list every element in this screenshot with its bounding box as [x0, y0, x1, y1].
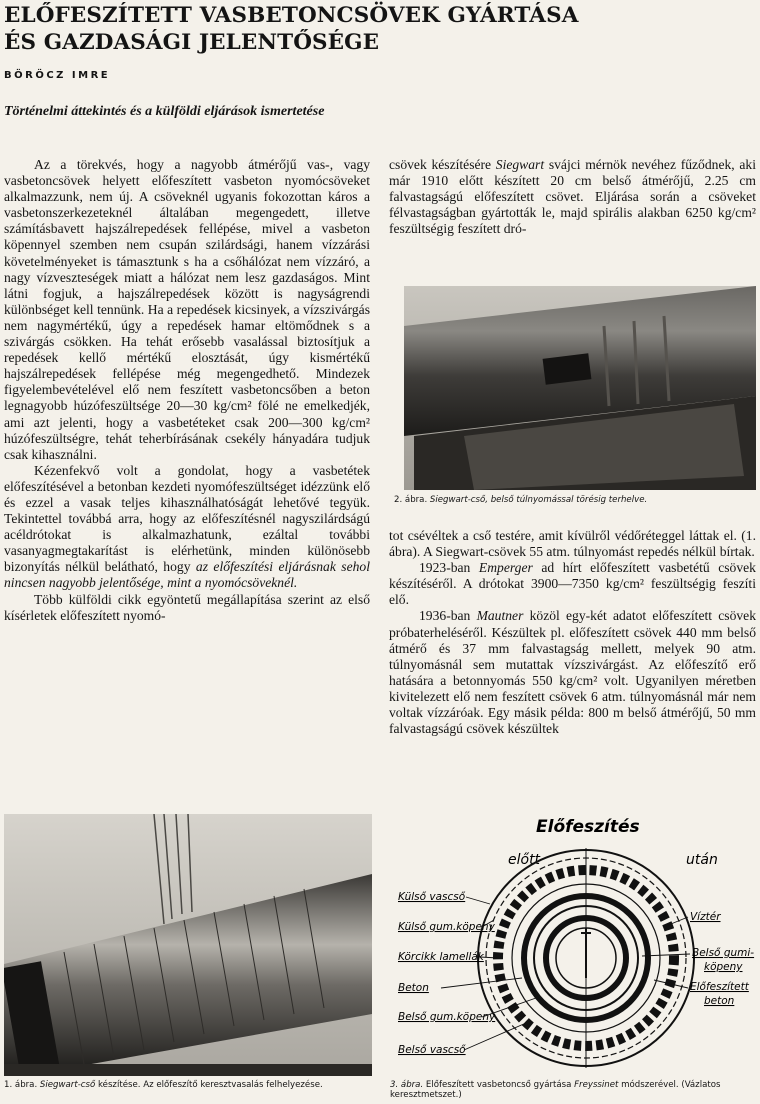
label-lamellae: Körcikk lamellák: [398, 951, 484, 963]
label-inner-rubber-r1: Belső gumi-: [692, 947, 755, 959]
caption-name: Siegwart-cső: [39, 1080, 96, 1090]
paragraph-text: 1923-ban: [419, 560, 471, 576]
left-column: [4, 157, 370, 624]
figure-2-photo: [404, 286, 756, 490]
label-prestressed-r2: beton: [704, 995, 735, 1007]
caption-text: készítése. Az előfeszítő keresztvasalás felhelyezése.: [98, 1080, 323, 1090]
right-labels: [690, 911, 754, 1007]
emphasis-text: az előfeszítési eljárásnak sehol nincsen nagyobb jelentősége, mint a nyomócsöveknél.: [4, 559, 370, 591]
label-concrete: Beton: [398, 982, 429, 994]
label-inner-rubber-r2: köpeny: [704, 961, 743, 973]
paragraph: [389, 157, 756, 237]
paragraph: [389, 560, 756, 608]
article-title: [4, 2, 756, 56]
caption-number: 1. ábra.: [4, 1080, 38, 1090]
paragraph: [4, 463, 370, 592]
caption-text: Előfeszített vasbetoncső gyártása: [425, 1080, 572, 1090]
person-name: Siegwart: [495, 157, 545, 172]
paragraph: tot csévéltek a cső testére, amit kívülről védőréteggel láttak el. (1. ábra). A Siegwart-csövek 55 atm. túlnyomást repedés nélkül bírtak.: [389, 528, 756, 560]
diagram-title: Előfeszítés: [536, 817, 640, 837]
label-inner-steel: Belső vascső: [398, 1044, 466, 1056]
label-outer-steel: Külső vascső: [398, 891, 466, 903]
left-labels: [398, 891, 496, 1056]
label-outer-rubber: Külső gum.köpeny: [398, 921, 495, 933]
figure-2-caption: [394, 495, 756, 505]
caption-number: 2. ábra.: [394, 495, 428, 505]
figure-3-caption: [390, 1080, 756, 1100]
pipe-winding-illustration: [4, 814, 372, 1076]
right-column-bottom: [389, 528, 756, 737]
paragraph-text: ad hírt előfeszített vasbetétű csövek készítéséről. A drótokat 3900—7350 kg/cm² feszültségig feszíti elő.: [389, 560, 756, 608]
paragraph: Több külföldi cikk egyöntetű megállapítása szerint az első kísérletek előfeszített nyomó-: [4, 591, 370, 623]
pipe-cross-section: [478, 848, 694, 1068]
caption-text: Siegwart-cső, belső túlnyomással törésig terhelve.: [429, 495, 648, 505]
label-prestressed-r1: Előfeszített: [690, 981, 749, 993]
cross-section-diagram: [386, 808, 756, 1078]
person-name: Emperger: [478, 560, 533, 576]
paragraph-text: Kézenfekvő volt a gondolat, hogy a vasbetétek előfeszítésével a betonban kezdeti nyomófeszültséget idézzünk elő és ezzel a vasak teljes kihasználhatóságát lehetővé tegyük. Tekintettel továbbá arra, hogy az előfeszítésnél nagyszilárdságú acéldrótokat is alkalmazhatunk, ezáltal további vasanyagmegtakarítást is elérhetünk, minden különösebb bizonyítás nélkül belátható, hogy: [4, 462, 370, 575]
person-name: Mautner: [476, 608, 524, 624]
paragraph: [389, 608, 756, 737]
caption-number: 3. ábra.: [390, 1080, 424, 1090]
figure-3-diagram: [386, 808, 756, 1078]
label-inner-rubber: Belső gum.köpeny: [398, 1011, 496, 1023]
paragraph-text: csövek készítésére: [389, 157, 492, 172]
paragraph-text: 1936-ban: [419, 608, 471, 624]
paragraph-text: közöl egy-két adatot előfeszített csövek próbaterheléséről. Készültek pl. előfeszített csövek 440 mm belső átmérő és 37 mm falvastagság mellett, melyek 90 atm. túlnyomásnál sem mutattak vízszivárgást. Az előfeszítő erő hatására a betonnyomás 550 kg/cm² volt. Ugyanilyen méretben kivitelezett elő nem feszített csövek 6 atm. túlnyomásnál már nem voltak vízzáróak. Egy másik példa: 800 m belső átmérőjű, 50 mm falvastagságú csövek készültek: [389, 608, 756, 737]
label-water-space: Víztér: [690, 911, 721, 923]
right-column-top: [389, 157, 756, 237]
paragraph-text: svájci mérnök nevéhez fűződnek, aki már 1910 előtt készített 20 cm belső átmérőjű, 2.25 cm falvastagságú előfeszített csövet. Eljárása során a csöveket félvastagságban gyártották le, majd spirális alakban 6250 kg/cm² feszültségig feszített dró-: [389, 157, 756, 237]
title-line-1: ELŐFESZÍTETT VASBETONCSÖVEK GYÁRTÁSA: [4, 3, 579, 28]
caption-text: módszerével. (Vázlatos keresztmetszet.): [390, 1080, 721, 1100]
figure-1-caption: [4, 1080, 372, 1090]
label-after: után: [686, 852, 718, 868]
author-name: BÖRÖCZ IMRE: [4, 70, 111, 81]
article-subtitle: Történelmi áttekintés és a külföldi eljárások ismertetése: [4, 104, 325, 119]
paragraph: Az a törekvés, hogy a nagyobb átmérőjű vas-, vagy vasbetoncsövek helyett előfeszített vasbeton nyomócsöveket alkalmazzunk, nem új. A csöveknél ugyanis fokozottan káros a vasbetonszerkezeteknél általában megengedett, illetve számításbavett hajszálrepedések fellépése, mivel a vasbeton köpennyel szemben nem csupán szilárdsági, hanem vízzárási követelményeket is támasztunk s ha a csőhálózat nem vízzáró, a nagy vízveszteségek miatt a hálózat nem lesz gazdaságos. Mint látni fogjuk, a hajszálrepedések között is nagyságrendi különbséget kell tennünk. Ha a repedések kicsinyek, a vízszivárgás nem nagymértékű, úgy a repedések hamar eltömődnek s a szivárgás csökken. Ha tehát erősebb vasalással biztosítjuk a repedések kellő mértékű elosztását, úgy kismértékű hajszálrepedések fellépése még megengedhető. Mindezek figyelembevételével elő nem feszített vasbetoncsőben a beton legnagyobb húzófeszültsége 20—30 kg/cm² fölé ne emelkedjék, ami azt jelenti, hogy a vasbetéteket csak 200—300 kg/cm² húzófeszültségre, tehát teherbírásának csekély hányadára tudjuk csak kihasználni.: [4, 157, 370, 462]
figure-1-photo: [4, 814, 372, 1076]
caption-name: Freyssinet: [574, 1080, 619, 1090]
label-before: előtt: [508, 852, 541, 868]
title-line-2: ÉS GAZDASÁGI JELENTŐSÉGE: [4, 30, 380, 55]
pipe-photo-illustration: [404, 286, 756, 490]
